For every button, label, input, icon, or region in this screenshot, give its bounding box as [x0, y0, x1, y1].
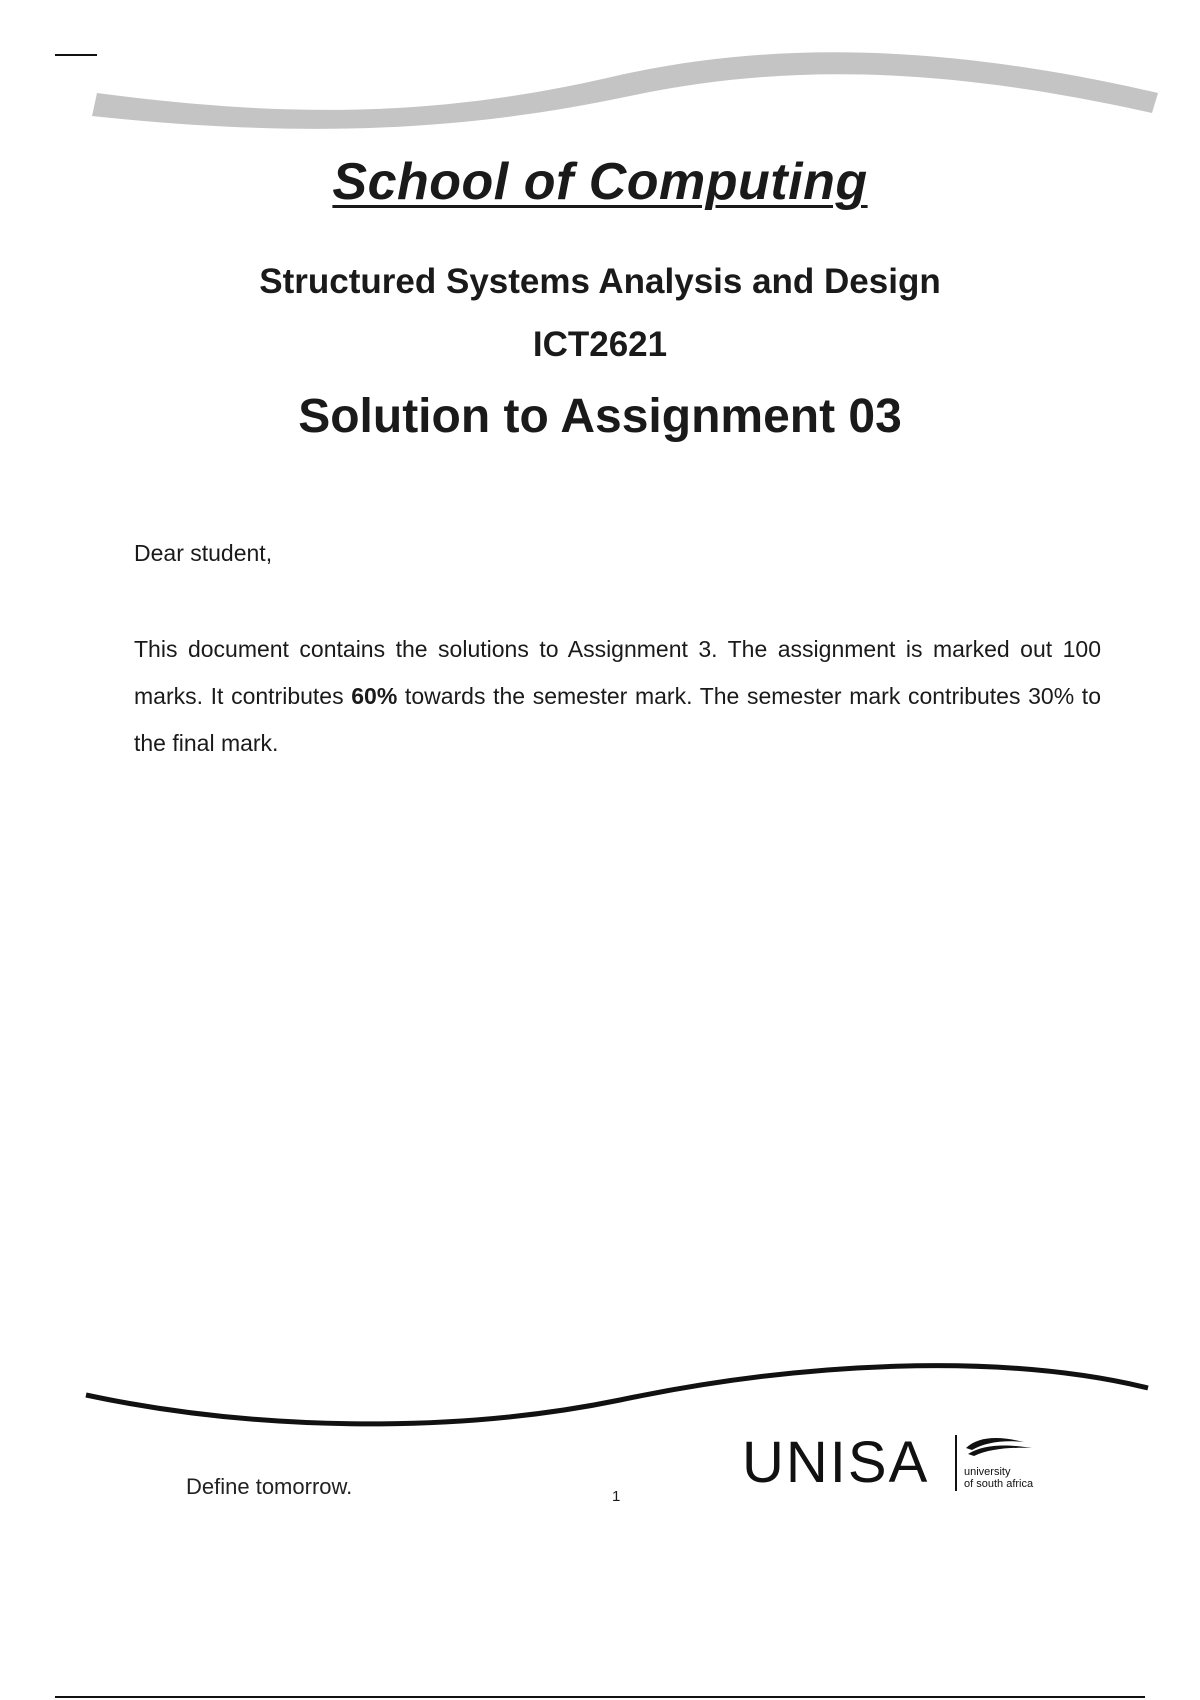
course-code: ICT2621 [532, 325, 668, 364]
course-name: Structured Systems Analysis and Design [259, 262, 941, 301]
unisa-logo [742, 1432, 1062, 1504]
intro-text-end: towards the semester mark. The semester mark contributes 30% to the final mark. [134, 683, 1101, 756]
header-wave-decoration [0, 0, 1200, 160]
document-title: Solution to Assignment 03 [298, 390, 902, 443]
page-number: 1 [612, 1488, 621, 1505]
intro-text-start: This document contains the solutions to Assignment 3. The assignment is marked out 100 marks. It contributes [134, 636, 1101, 709]
greeting: Dear student, [134, 540, 273, 566]
intro-bold-percent: 60% [351, 683, 398, 709]
school-title: School of Computing [332, 153, 868, 211]
footer-slogan: Define tomorrow. [186, 1474, 353, 1499]
unisa-logo-sub-line2: of south africa [964, 1478, 1034, 1490]
unisa-logo-divider [955, 1435, 957, 1491]
unisa-bird-icon [964, 1434, 1034, 1458]
unisa-logo-sub-line1: university [964, 1466, 1011, 1478]
page-bottom-rule [55, 1696, 1145, 1698]
unisa-logo-word: UNISA [742, 1430, 930, 1495]
unisa-logo-subtitle [964, 1466, 1033, 1490]
intro-paragraph [134, 626, 1101, 767]
